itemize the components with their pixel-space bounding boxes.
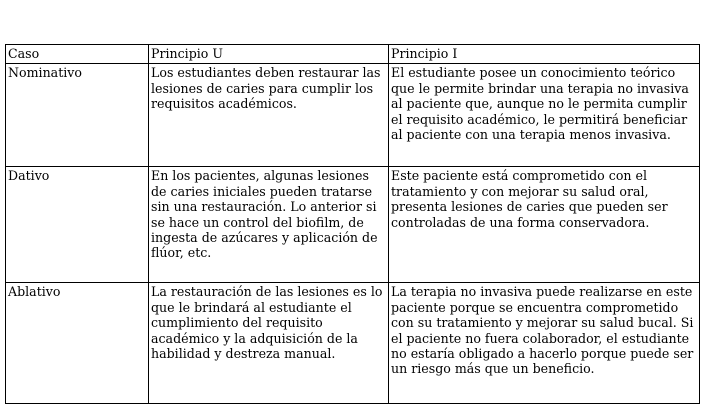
header-caso: Caso [6, 45, 149, 64]
principio-i-cell: Este paciente está comprometido con el tratamiento y con mejorar su salud oral, presenta lesiones de caries que pueden ser controladas de una forma conservadora. [389, 167, 700, 283]
principio-u-cell: Los estudiantes deben restaurar las lesiones de caries para cumplir los requisitos académicos. [149, 64, 389, 167]
header-principio-u: Principio U [149, 45, 389, 64]
caso-cell: Dativo [6, 167, 149, 283]
caso-cell: Nominativo [6, 64, 149, 167]
table-row [6, 167, 700, 283]
principles-table [5, 44, 700, 404]
header-principio-i: Principio I [389, 45, 700, 64]
table-row [6, 64, 700, 167]
principio-i-cell: La terapia no invasiva puede realizarse en este paciente porque se encuentra comprometido con su tratamiento y mejorar su salud bucal. Si el paciente no fuera colaborador, el estudiante no estaría obligado a hacerlo porque puede ser un riesgo más que un beneficio. [389, 283, 700, 404]
table-row [6, 283, 700, 404]
principio-u-cell: En los pacientes, algunas lesiones de caries iniciales pueden tratarse sin una restauración. Lo anterior si se hace un control del biofilm, de ingesta de azúcares y aplicación de flúor, etc. [149, 167, 389, 283]
caso-cell: Ablativo [6, 283, 149, 404]
principio-u-cell: La restauración de las lesiones es lo que le brindará al estudiante el cumplimiento del requisito académico y la adquisición de la habilidad y destreza manual. [149, 283, 389, 404]
principio-i-cell: El estudiante posee un conocimiento teórico que le permite brindar una terapia no invasiva al paciente que, aunque no le permita cumplir el requisito académico, le permitirá beneficiar al paciente con una terapia menos invasiva. [389, 64, 700, 167]
table-header-row [6, 45, 700, 64]
